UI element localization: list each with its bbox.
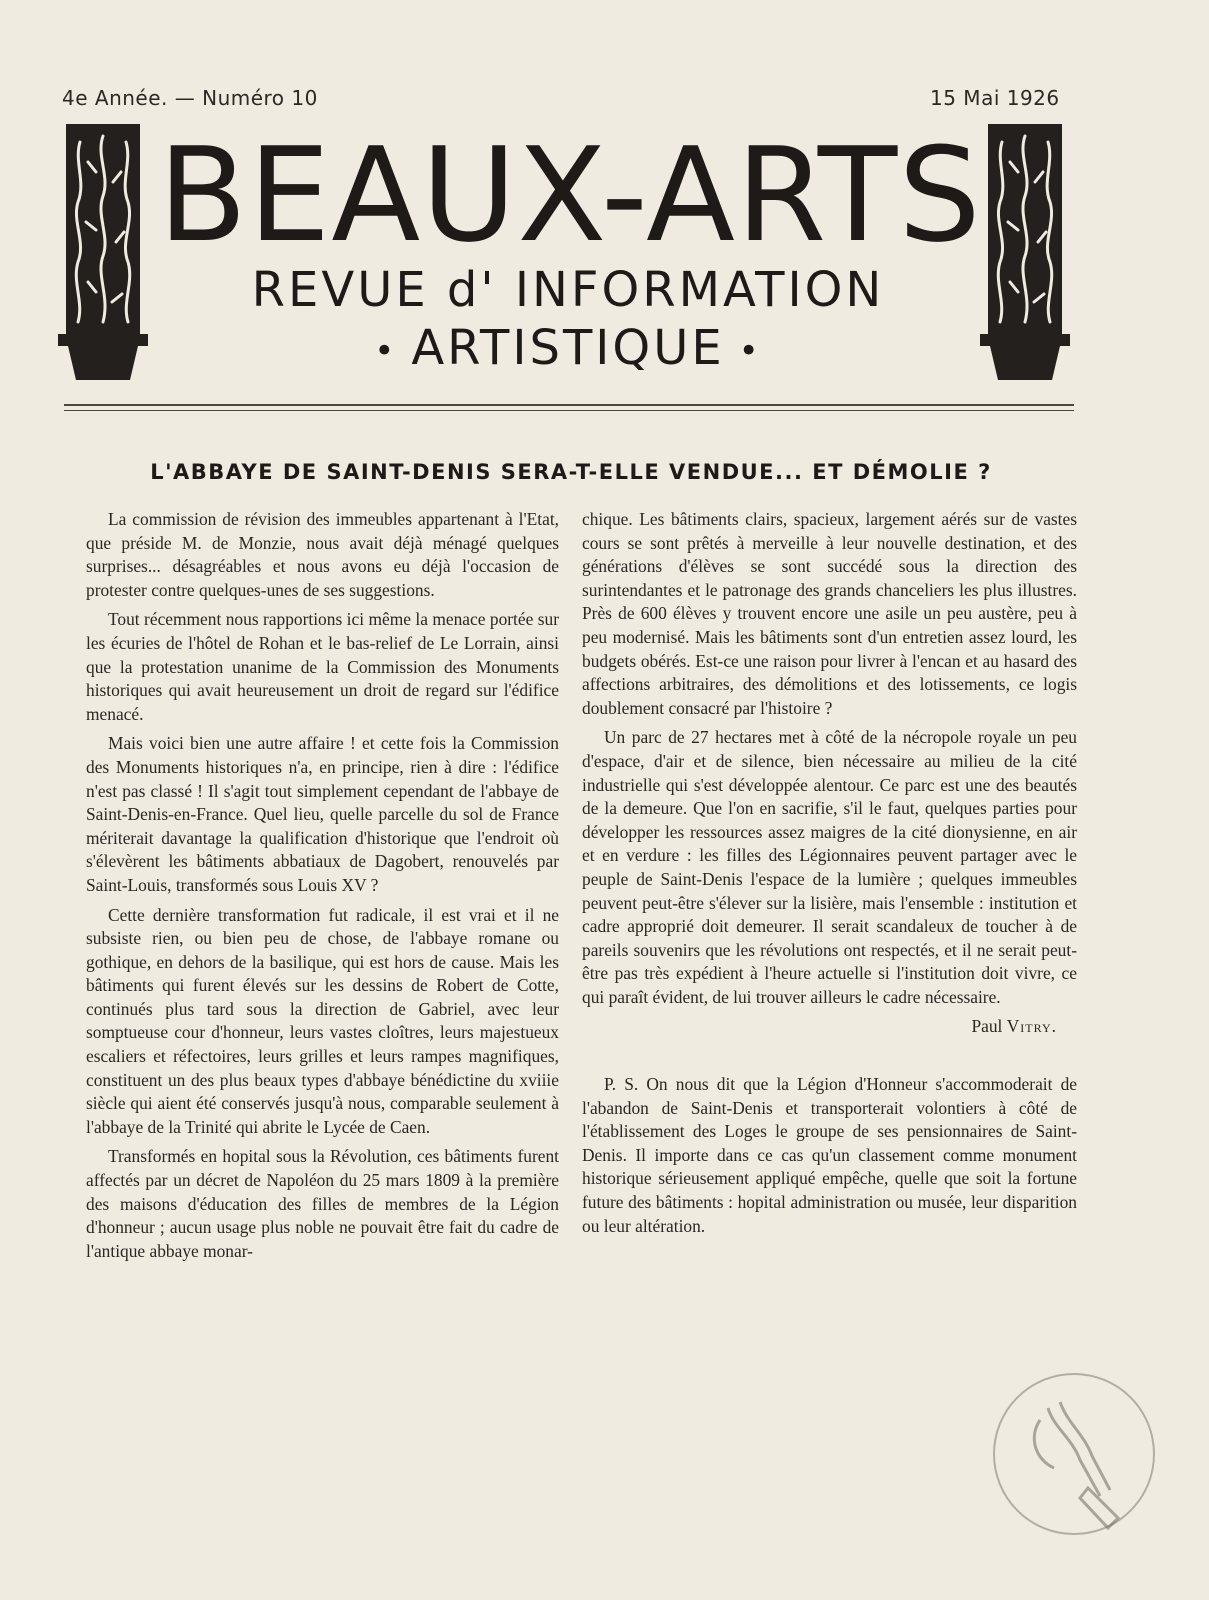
postscript: P. S. On nous dit que la Légion d'Honneur s'accommoderait de l'abandon de Saint-Denis et transporterait volontiers à côté de l'établissement des Loges le groupe de ses pensionnaires de Saint-Denis. Il importe dans ce cas qu'un classement comme monument historique sérieusement appliqué empêche, quelle que soit la fortune future des bâtiments : hopital administration ou musée, leur disparition ou leur altération. bbox=[582, 1074, 1077, 1236]
divider-rule-thin bbox=[64, 410, 1074, 411]
author-first-name: Paul bbox=[971, 1016, 1003, 1037]
author-signature bbox=[582, 1015, 1077, 1039]
article-paragraph: Cette dernière transformation fut radicale, il est vrai et il ne subsiste rien, ou bien peu de chose, de l'abbaye romane ou gothique, en dehors de la basilique, qui est hors de cause. Mais les bâtiments qui furent élevés sur les dessins de Robert de Cotte, continués plus tard sous la direction de Gabriel, avec leur somptueuse cour d'honneur, leurs vastes cloîtres, leurs majestueux escaliers et réfectoires, leurs grilles et leurs rampes magnifiques, constituent un des plus beaux types d'abbaye bénédictine du xviiie siècle qui aient été conservés jusqu'à nous, comparable seulement à l'abbaye de la Trinité qui abrite le Lycée de Caen. bbox=[86, 904, 559, 1137]
author-last-name: Vitry. bbox=[1006, 1016, 1057, 1037]
article-headline: L'ABBAYE DE SAINT-DENIS SERA-T-ELLE VENDUE... ET DÉMOLIE ? bbox=[150, 460, 992, 484]
article-paragraph: La commission de révision des immeubles appartenant à l'Etat, que préside M. de Monzie, nous avait déjà ménagé quelques surprises... désagréables et nous avons eu déjà l'occasion de protester contre quelques-unes de ses suggestions. bbox=[86, 509, 559, 600]
issue-number: 4e Année. — Numéro 10 bbox=[62, 86, 318, 110]
article-paragraph: Tout récemment nous rapportions ici même la menace portée sur les écuries de l'hôtel de Rohan et le bas-relief de Le Lorrain, ainsi que la protestation unanime de la Commission des Monuments historiques qui avait heureusement un droit de regard sur l'édifice menacé. bbox=[86, 609, 559, 724]
article-paragraph: Transformés en hopital sous la Révolution, ces bâtiments furent affectés par un décret de Napoléon du 25 mars 1809 à la première des maisons d'éducation des filles de membres de la Légion d'honneur ; aucun usage plus noble ne pouvait être fait du cadre de l'antique abbaye monar- bbox=[86, 1146, 559, 1261]
article-paragraph: chique. Les bâtiments clairs, spacieux, largement aérés sur de vastes cours se sont prêtés à merveille à leur nouvelle destination, et des générations d'élèves se sont succédé sous la direction des surintendantes et le patronage des grands chanceliers les plus illustres. Près de 600 élèves y trouvent encore une asile un peu austère, peu à peu modernisé. Mais les bâtiments sont d'un entretien assez lourd, les budgets obérés. Est-ce une raison pour livrer à l'encan et au hasard des affections arbitraires, des démolitions et des lotissements, ce logis doublement consacré par l'histoire ? bbox=[582, 509, 1077, 718]
masthead-subtitle2-text: ARTISTIQUE bbox=[411, 320, 725, 376]
article-column-left bbox=[86, 508, 559, 1269]
masthead-title: BEAUX-ARTS bbox=[158, 119, 982, 271]
wheat-sheaf-ornament-icon bbox=[980, 122, 1070, 380]
bullet-left: • bbox=[374, 331, 398, 371]
masthead-subtitle-line2 bbox=[158, 320, 978, 379]
article-column-right bbox=[582, 508, 1077, 1244]
article-paragraph: Un parc de 27 hectares met à côté de la nécropole royale un peu d'espace, d'air et de silence, bien nécessaire au milieu de la cité industrielle qui s'est développée alentour. Ce parc est une des beautés de la demeure. Que l'on en sacrifie, s'il le faut, quelques parties pour développer les ressources assez maigres de la cité dionysienne, en air et en verdure : les filles des Légionnaires peuvent partager avec le peuple de Saint-Denis l'espace de la lumière ; quelques immeubles peuvent peut-être s'élever sur la lisière, mais l'ensemble : institution et cadre approprié doit demeurer. Il serait scandaleux de toucher à de pareils souvenirs que les révolutions ont respectés, et il ne serait peut-être pas très expédient à l'heure actuelle si l'institution doit vivre, ce qui paraît évident, de lui trouver ailleurs le cadre nécessaire. bbox=[582, 727, 1077, 1007]
bullet-right: • bbox=[738, 331, 762, 371]
masthead-subtitle: REVUE d' INFORMATION bbox=[251, 262, 885, 318]
article-paragraph: Mais voici bien une autre affaire ! et cette fois la Commission des Monuments historiques n'a, en principe, rien à dire : l'édifice n'est pas classé ! Il s'agit tout simplement cependant de l'abbaye de Saint-Denis-en-France. Quel lieu, quelle parcelle du sol de France mériterait davantage la qualification d'historique que l'endroit où s'élevèrent les bâtiments abbatiaux de Dagobert, renouvelés par Saint-Louis, transformés sous Louis XV ? bbox=[86, 733, 559, 895]
divider-rule bbox=[64, 404, 1074, 406]
hand-torch-stamp-icon bbox=[988, 1368, 1160, 1540]
issue-date: 15 Mai 1926 bbox=[930, 86, 1060, 110]
wheat-sheaf-ornament-icon bbox=[58, 122, 148, 380]
